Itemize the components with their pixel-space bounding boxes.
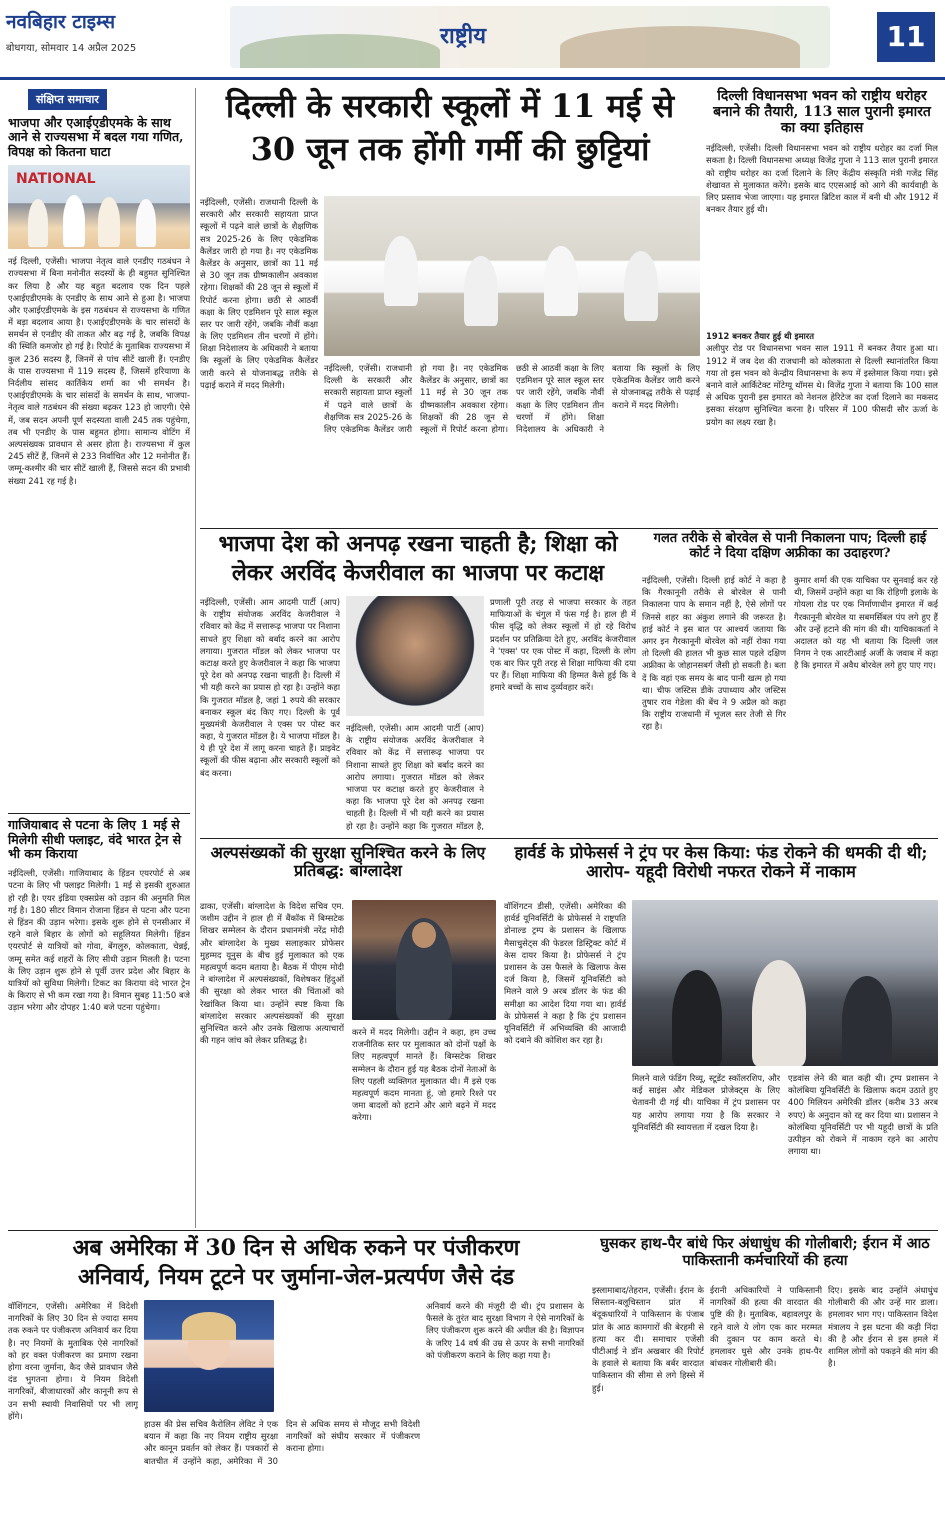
lead-headline-line2[interactable]: 30 जून तक होंगी गर्मी की छुट्टियां: [250, 129, 650, 168]
briefs-column: [8, 88, 190, 1228]
iran-body: इस्लामाबाद/तेहरान, एजेंसी। ईरान के सिस्तान-बलूचिस्तान प्रांत में बंदूकधारियों ने पाकिस्तान के पंजाब प्रांत के आठ कामगारों की बेरहमी से हत्या कर दी। समाचार एजेंसी पीटीआई ने डॉन अखबार की रिपोर्ट के हवाले से बताया कि बर्बर वारदात पाकिस्तान की सीमा से लगे हिस्से में हुई।: [592, 1285, 704, 1393]
harvard-body: वॉशिंगटन डीसी, एजेंसी। अमेरिका की हार्वर्ड यूनिवर्सिटी के प्रोफेसर्स ने राष्ट्रपति डोनाल्ड ट्रम्प के प्रशासन के खिलाफ मैसाचुसेट्स की फेडरल डिस्ट्रिक्ट कोर्ट में केस दायर किया है। प्रोफेसर्स ने ट्रंप प्रशासन के उस फैसले के खिलाफ केस दर्ज किया है, जिसमें यूनिवर्सिटी को मिलने वाले 9 अरब डॉलर के फंड की समीक्षा का आदेश दिया गया था। हार्वर्ड के प्रोफेसर्स ने कहा है कि ट्रंप प्रशासन यूनिवर्सिटी में अभिव्यक्ति की आजादी को दबाने की कोशिश कर रहा है।: [504, 901, 626, 1046]
assembly-story: [706, 88, 938, 508]
harvard-body2: मिलने वाले फंडिंग रिव्यू, स्टूडेंट स्कॉलरशिप, और कई साइंस और मेडिकल प्रोजेक्ट्स के लिए चेतावनी दी गई थी। याचिका में ट्रंप प्रशासन पर यह आरोप लगाया गया है कि सरकार ने यूनिवर्सिटी की स्वायत्तता में दखल दिया है।: [632, 1073, 780, 1132]
usa-headline-line2[interactable]: अनिवार्य, नियम टूटने पर जुर्माना-जेल-प्रत्यर्पण जैसे दंड: [77, 1264, 515, 1291]
bangladesh-body: ढाका, एजेंसी। बांग्लादेश के विदेश सचिव एम. जशीम उद्दीन ने हाल ही में बैंकॉक में बिम्सटेक शिखर सम्मेलन के दौरान प्रधानमंत्री नरेंद्र मोदी और बांग्लादेश के मुख्य सलाहकार प्रोफेसर मुहम्मद यूनुस के बीच हुई मुलाकात को एक महत्वपूर्ण कदम बताया है। बैठक में पीएम मोदी ने बांग्लादेश में अल्पसंख्यकों, विशेषकर हिंदुओं की सुरक्षा को लेकर भारत की चिंताओं को रेखांकित किया था। उन्होंने स्पष्ट किया कि बांग्लादेश सरकार अल्पसंख्यकों की सुरक्षा सुनिश्चित करने और उनके खिलाफ अत्याचारों की गहन जांच को लेकर प्रतिबद्ध है।: [200, 901, 344, 1046]
kejriwal-body-mid: नईदिल्ली, एजेंसी। आम आदमी पार्टी (आप) के राष्ट्रीय संयोजक अरविंद केजरीवाल ने रविवार को केंद्र में सत्तारूढ़ भाजपा पर निशाना साधते हुए शिक्षा को बर्बाद करने का आरोप लगाया। गुजरात मॉडल को लेकर भाजपा पर कटाक्ष करते हुए केजरीवाल ने कहा कि भाजपा पूरे देश को अनपढ़ रखना चाहती है। दिल्ली में भी यही करने का प्रयास हो रहा है। उन्होंने कहा कि गुजरात मॉडल है,: [346, 723, 484, 831]
section-title: राष्ट्रीय: [440, 23, 487, 49]
lead-story: [200, 88, 700, 528]
harvard-headline[interactable]: हार्वर्ड के प्रोफेसर्स ने ट्रंप पर केस किया: फंड रोकने की धमकी दी थी; आरोप- यहूदी विरोधी नफरत रोकने में नाकाम: [514, 843, 928, 881]
brief2-body: नईदिल्ली, एजेंसी। गाजियाबाद के हिंडन एयरपोर्ट से अब पटना के लिए भी फ्लाइट मिलेगी। 1 मई से इसकी शुरुआत हो रही है। एयर इंडिया एक्सप्रेस को उड़ान की अनुमति मिल गई है। 180 सीटर विमान रोजाना हिंडन से पटना और पटना से हिंडन की उड़ान भरेगा। इसके शुरू होने से एनसीआर में रहने वाले बिहार के लोगों को सहूलियत मिलेगी। हिंडन एयरपोर्ट से यात्रियों को गोवा, बेंगलुरु, कोलकाता, चेन्नई, जम्मू समेत कई शहरों के लिए सीधी उड़ान मिलती है। पटना के लिए उड़ान शुरू होने से पूर्वी उत्तर प्रदेश और बिहार के यात्रियों को सुविधा मिलेगी। टिकट का किराया वंदे भारत ट्रेन के किराए से भी कम रखा गया है। विमान सुबह 11:50 बजे उड़ान भरेगा और दोपहर 1:40 बजे पटना पहुंचेगा।: [8, 868, 190, 1013]
masthead-artwork: [230, 6, 830, 68]
usa-registration-story: [8, 1236, 584, 1512]
edition-date: बोधगया, सोमवार 14 अप्रैल 2025: [6, 43, 137, 54]
brief-body: नई दिल्ली, एजेंसी। भाजपा नेतृत्व वाले एनडीए गठबंधन ने राज्यसभा में बिना मनोनीत सदस्यों के ही बहुमत सुनिश्चित कर लिया है और यह बहुत बदलाव एक दिन पहले एआईएडीएमके के एनडीए के साथ आने से हुआ है। भाजपा और एआईएडीएमके के इस गठबंधन से राज्यसभा के गणित में बड़ा बदलाव आया है। एआईएडीएमके के चार सांसदों के समर्थन से एनडीए की ताकत और बढ़ गई है, जबकि विपक्ष की स्थिति कमजोर हो गई है। रिपोर्ट के मुताबिक राज्यसभा में कुल 236 सदस्य हैं, जिनमें से पांच सीटें खाली हैं। एनडीए के पास राज्यसभा में 119 सदस्य हैं, जिसमें हरियाणा के निर्दलीय सांसद कार्तिकेय शर्मा का भी समर्थन है। एआईएडीएमके के चार सांसदों के समर्थन के साथ, भाजपा-नेतृत्व वाले गठबंधन की संख्या बढ़कर 123 हो जाएगी। ऐसे में, जब सदन अपनी पूर्ण सदस्यता वाली 245 तक पहुंचेगा, तब भी एनडीए के पास बहुमत होगा। सामान्य वोटिंग में अल्पसंख्यक प्रावधान से असर होता है। राज्यसभा में कुल 245 सीटें हैं, जिनमें से 233 निर्वाचित और 12 मनोनीत हैं। जम्मू-कश्मीर की चार सीटें खाली हैं, जिससे सदन की प्रभावी संख्या 241 रह गई है।: [8, 256, 190, 486]
briefs-label: संक्षिप्त समाचार: [28, 89, 107, 110]
press-secretary-photo: [144, 1300, 274, 1412]
assembly-body2: अलीपुर रोड पर विधानसभा भवन साल 1911 में बनकर तैयार हुआ था। 1912 में जब देश की राजधानी को कोलकाता से दिल्ली स्थानांतरित किया गया तो इस भवन को केन्द्रीय विधानसभा के रूप में इस्तेमाल किया गया। इसे बनाने वाले आर्किटेक्ट मोंटेग्यू थॉमस थे। विजेंद्र गुप्ता ने बताया कि 100 साल से अधिक पुरानी इस इमारत को नेशनल हेरिटेज का दर्जा दिलाने का मकसद इसका संरक्षण सुनिश्चित करना है। परिसर में 100 फीसदी सौर ऊर्जा के प्रयोग का लक्ष्य रखा है।: [706, 343, 938, 427]
photo-banner-text: NATIONAL: [16, 171, 96, 188]
lead-classroom-photo: [324, 196, 700, 356]
usa-headline-line1[interactable]: अब अमेरिका में 30 दिन से अधिक रुकने पर पंजीकरण: [72, 1235, 520, 1261]
divider-bottom: [8, 1230, 938, 1231]
divider-under-lead: [200, 528, 938, 529]
kejriwal-photo: [346, 596, 484, 716]
brief-photo: [8, 165, 190, 249]
bangladesh-body2: करने में मदद मिलेगी। उद्दीन ने कहा, हम उच्च राजनीतिक स्तर पर मुलाकात को दोनों पक्षों के लिए महत्वपूर्ण मानते हैं। बिम्सटेक शिखर सम्मेलन के दौरान हुई यह बैठक दोनों नेताओं के लिए पहली व्यक्तिगत मुलाकात थी। मैं इसे एक महत्वपूर्ण कदम मानता हूं, जो हमारे रिश्ते पर जमा बादलों को हटाने और आगे बढ़ने में मदद करेगा।: [352, 1027, 496, 1123]
kejriwal-story: [200, 532, 636, 832]
kejriwal-body: नईदिल्ली, एजेंसी। आम आदमी पार्टी (आप) के राष्ट्रीय संयोजक अरविंद केजरीवाल ने रविवार को केंद्र में सत्तारूढ़ भाजपा पर निशाना साधते हुए शिक्षा को बर्बाद करने का आरोप लगाया। गुजरात मॉडल को लेकर भाजपा पर कटाक्ष करते हुए केजरीवाल ने कहा कि भाजपा पूरे देश को अनपढ़ रखना चाहती है। दिल्ली में भी यही करने का प्रयास हो रहा है। उन्होंने कहा कि गुजरात मॉडल है, जहां 1 रुपये की सरकार बनाकर स्कूल बंद किए गए। दिल्ली के पूर्व मुख्यमंत्री केजरीवाल ने एक्स पर पोस्ट कर कहा, ये गुजरात मॉडल है। ये भाजपा मॉडल है। ये ही पूरे देश में लागू करना चाहते हैं। प्राइवेट स्कूलों की फीस बढ़ाना और सरकारी स्कूलों को बंद करना।: [200, 597, 340, 778]
bangladesh-story: [200, 844, 496, 1224]
usa-body3: अनिवार्य करने की मंजूरी दी थी। ट्रंप प्रशासन के फैसले के तुरंत बाद सुरक्षा विभाग ने ऐसे नागरिकों के लिए पंजीकरण शुरू करने की अपील की है। विज्ञापन के जरिए 14 वर्ष की उम्र से ऊपर के सभी नागरिकों को पंजीकरण कराने के लिए कहा गया है।: [426, 1301, 584, 1360]
iran-story: [592, 1236, 938, 1512]
court-headline[interactable]: गलत तरीके से बोरवेल से पानी निकालना पाप; दिल्ली हाई कोर्ट ने दिया दक्षिण अफ्रीका का उदाहरण?: [653, 531, 927, 561]
lead-headline-line1[interactable]: दिल्ली के सरकारी स्कूलों में 11 मई से: [225, 87, 675, 125]
kejriwal-headline-line1[interactable]: भाजपा देश को अनपढ़ रखना चाहती है; शिक्षा को: [218, 531, 618, 557]
bangladesh-photo: [352, 900, 496, 1020]
iran-headline[interactable]: घुसकर हाथ-पैर बांधे फिर अंधाधुंध की गोलीबारी; ईरान में आठ पाकिस्तानी कर्मचारियों की हत्या: [600, 1235, 930, 1269]
brief-headline[interactable]: भाजपा और एआईएडीएमके के साथ आने से राज्यसभा में बदल गया गणित, विपक्ष को कितना घाटा: [8, 115, 184, 159]
harvard-story: [504, 844, 938, 1224]
column-divider: [195, 88, 196, 1228]
iran-body2: ईरानी अधिकारियों ने पाकिस्तानी नागरिकों की हत्या की वारदात की पुष्टि की है। मुताबिक, बहावलपुर के रहने वाले ये लोग एक कार मरम्मत की दुकान पर काम करते थे। हमलावर घुसे और उनके हाथ-पैर बांधकर गोलीबारी की।: [710, 1285, 822, 1369]
divider-middle: [200, 838, 938, 839]
iran-body3: दिए। इसके बाद उन्होंने अंधाधुंध गोलीबारी की और उन्हें मार डाला। हमलावर भाग गए। पाकिस्तान विदेश मंत्रालय ने इस घटना की कड़ी निंदा की है और ईरान से इस हमले में शामिल लोगों को पकड़ने की मांग की है।: [828, 1285, 938, 1369]
harvard-body3: एडवांस लेने की बात कही थी। ट्रम्प प्रशासन ने कोलंबिया यूनिवर्सिटी के खिलाफ कदम उठाते हुए 400 मिलियन अमेरिकी डॉलर (करीब 33 अरब रुपए) के अनुदान को रद्द कर दिया था। प्रशासन ने कोलंबिया यूनिवर्सिटी पर भी यहूदी छात्रों के प्रति उत्पीड़न को रोकने में नाकाम रहने का आरोप लगाया था।: [788, 1073, 938, 1157]
kejriwal-body2: प्रणाली पूरी तरह से भाजपा सरकार के तहत माफियाओं के चंगुल में फंस गई है। हाल ही में फीस वृद्धि को लेकर स्कूलों में हो रहे विरोध प्रदर्शन पर प्रतिक्रिया देते हुए, अरविंद केजरीवाल ने 'एक्स' पर एक पोस्ट में कहा, दिल्ली के लोग एक बार फिर पूरी तरह से शिक्षा माफिया की दया पर हैं। शिक्षा माफिया की हिम्मत कैसे हुई कि वे हमारे बच्चों के साथ दुर्व्यवहार करें।: [490, 597, 636, 693]
harvard-protest-photo: [632, 900, 938, 1066]
assembly-headline[interactable]: दिल्ली विधानसभा भवन को राष्ट्रीय धरोहर बनाने की तैयारी, 113 साल पुरानी इमारत का क्या इतिहास: [713, 88, 931, 137]
court-body: नईदिल्ली, एजेंसी। दिल्ली हाई कोर्ट ने कहा है कि गैरकानूनी तरीके से बोरवेल से पानी निकालना पाप के समान नहीं है, ऐसे लोगों पर जिनसे शहर का अंकुश लगाने की जरूरत है। हाई कोर्ट ने इस बात पर आश्चर्य जताया कि अगर इन गैरकानूनी बोरवेल को नहीं रोका गया तो दिल्ली की हालत भी कुछ साल पहले दक्षिण अफ्रीका के जोहानसबर्ग जैसी हो सकती है। बता दें कि वहां एक समय के बाद पानी खत्म हो गया था। चीफ जस्टिस डीके उपाध्याय और जस्टिस तुषार राव गेडेला की बेंच ने 9 अप्रैल को कहा कि राष्ट्रीय राजधानी में भूजल स्तर तेजी से गिर रहा है।: [642, 575, 786, 732]
kejriwal-headline-line2[interactable]: लेकर अरविंद केजरीवाल का भाजपा पर कटाक्ष: [231, 560, 605, 587]
court-body2: कुमार शर्मा की एक याचिका पर सुनवाई कर रहे थी, जिसमें उन्होंने कहा था कि रोहिणी इलाके के गोयला रोड पर एक निर्माणाधीन इमारत में कई गैरकानूनी बोरवेल या सबमर्सिबल पंप लगे हुए हैं और उन्हें हटाने की मांग की थी। याचिकाकर्ता ने अदालत को यह भी बताया कि दिल्ली जल निगम ने एक आरटीआई अर्जी के जवाब में कहा है कि इमारत में अवैध बोरवेल लगे हुए पाए गए।: [794, 575, 938, 671]
lead-body-continued: नईदिल्ली, एजेंसी। राजधानी दिल्ली के सरकारी और सरकारी सहायता प्राप्त स्कूलों में पढ़ने वाले छात्रों के शैक्षणिक सत्र 2025-26 के लिए एकेडमिक कैलेंडर जारी हो गया है। नए एकेडमिक कैलेंडर के अनुसार, छात्रों का 11 मई से 30 जून तक ग्रीष्मकालीन अवकाश रहेगा। शिक्षकों की 28 जून से स्कूलों में रिपोर्ट करना होगा। छठी से आठवीं कक्षा के लिए एडमिशन पूरे साल स्कूल स्तर पर जारी रहेंगे, जबकि नौवीं कक्षा के लिए एडमिशन तीन चरणों में होंगे। शिक्षा निदेशालय के अधिकारी ने बताया कि स्कूलों के लिए एकेडमिक कैलेंडर जारी करने से योजनाबद्ध तरीके से पढ़ाई कराने में मदद मिलेगी।: [324, 363, 700, 434]
masthead: [0, 0, 945, 80]
usa-body: वॉशिंगटन, एजेंसी। अमेरिका में विदेशी नागरिकों के लिए 30 दिन से ज्यादा समय तक रुकने पर पंजीकरण अनिवार्य कर दिया है। नए नियमों के मुताबिक ऐसे नागरिकों को हर वक्त पंजीकरण का प्रमाण रखना होगा वरना जुर्माना, कैद जैसे प्रावधान जैसे दंड भुगतना होगा। ये नियम विदेशी नागरिकों, बीजाधारकों और कानूनी रूप से उन सभी स्थायी निवासियों पर भी लागू होंगे।: [8, 1301, 138, 1421]
court-story: [642, 532, 938, 832]
assembly-subhead: 1912 बनकर तैयार हुई थी इमारत: [706, 331, 814, 342]
usa-body2: हाउस की प्रेस सचिव कैरोलिन लेविट ने एक बयान में कहा कि नए नियम राष्ट्रीय सुरक्षा और कानून प्रवर्तन को लेकर हैं। पत्रकारों से बातचीत में उन्होंने कहा, अमेरिका में 30 दिन से अधिक समय से मौजूद सभी विदेशी नागरिकों को संघीय सरकार में पंजीकरण कराना होगा।: [144, 1419, 420, 1466]
page-number: 11: [877, 12, 935, 62]
brief2-headline[interactable]: गाजियाबाद से पटना के लिए 1 मई से मिलेगी सीधी फ्लाइट, वंदे भारत ट्रेन से भी कम किराया: [8, 813, 190, 861]
newspaper-logo: नवबिहार टाइम्स: [6, 11, 116, 33]
bangladesh-headline[interactable]: अल्पसंख्यकों की सुरक्षा सुनिश्चित करने के लिए प्रतिबद्ध: बांग्लादेश: [210, 843, 486, 881]
lead-body: नईदिल्ली, एजेंसी। राजधानी दिल्ली के सरकारी और सरकारी सहायता प्राप्त स्कूलों में पढ़ने वाले छात्रों के शैक्षणिक सत्र 2025-26 के लिए एकेडमिक कैलेंडर जारी हो गया है। नए एकेडमिक कैलेंडर के अनुसार, छात्रों का 11 मई से 30 जून तक ग्रीष्मकालीन अवकाश रहेगा। शिक्षकों की 28 जून से स्कूलों में रिपोर्ट करना होगा। छठी से आठवीं कक्षा के लिए एडमिशन पूरे साल स्कूल स्तर पर जारी रहेंगे, जबकि नौवीं कक्षा के लिए एडमिशन तीन चरणों में होंगे। शिक्षा निदेशालय के अधिकारी ने बताया कि स्कूलों के लिए एकेडमिक कैलेंडर जारी करने से योजनाबद्ध तरीके से पढ़ाई कराने में मदद मिलेगी।: [200, 197, 318, 390]
assembly-body: नईदिल्ली, एजेंसी। दिल्ली विधानसभा भवन को राष्ट्रीय धरोहर का दर्जा मिल सकता है। दिल्ली विधानसभा अध्यक्ष विजेंद्र गुप्ता ने 113 साल पुरानी इमारत को राष्ट्रीय धरोहर का दर्जा दिलाने के लिए केंद्रीय संस्कृति मंत्री गजेंद्र सिंह शेखावत से मुलाकात करेंगे। इसके बाद एएसआई को आगे की कार्यवाही के लिए प्रस्ताव भेजा जाएगा। यह इमारत ब्रिटिश काल में बनी थी और 1912 में बनकर तैयार हुई थी।: [706, 143, 938, 215]
